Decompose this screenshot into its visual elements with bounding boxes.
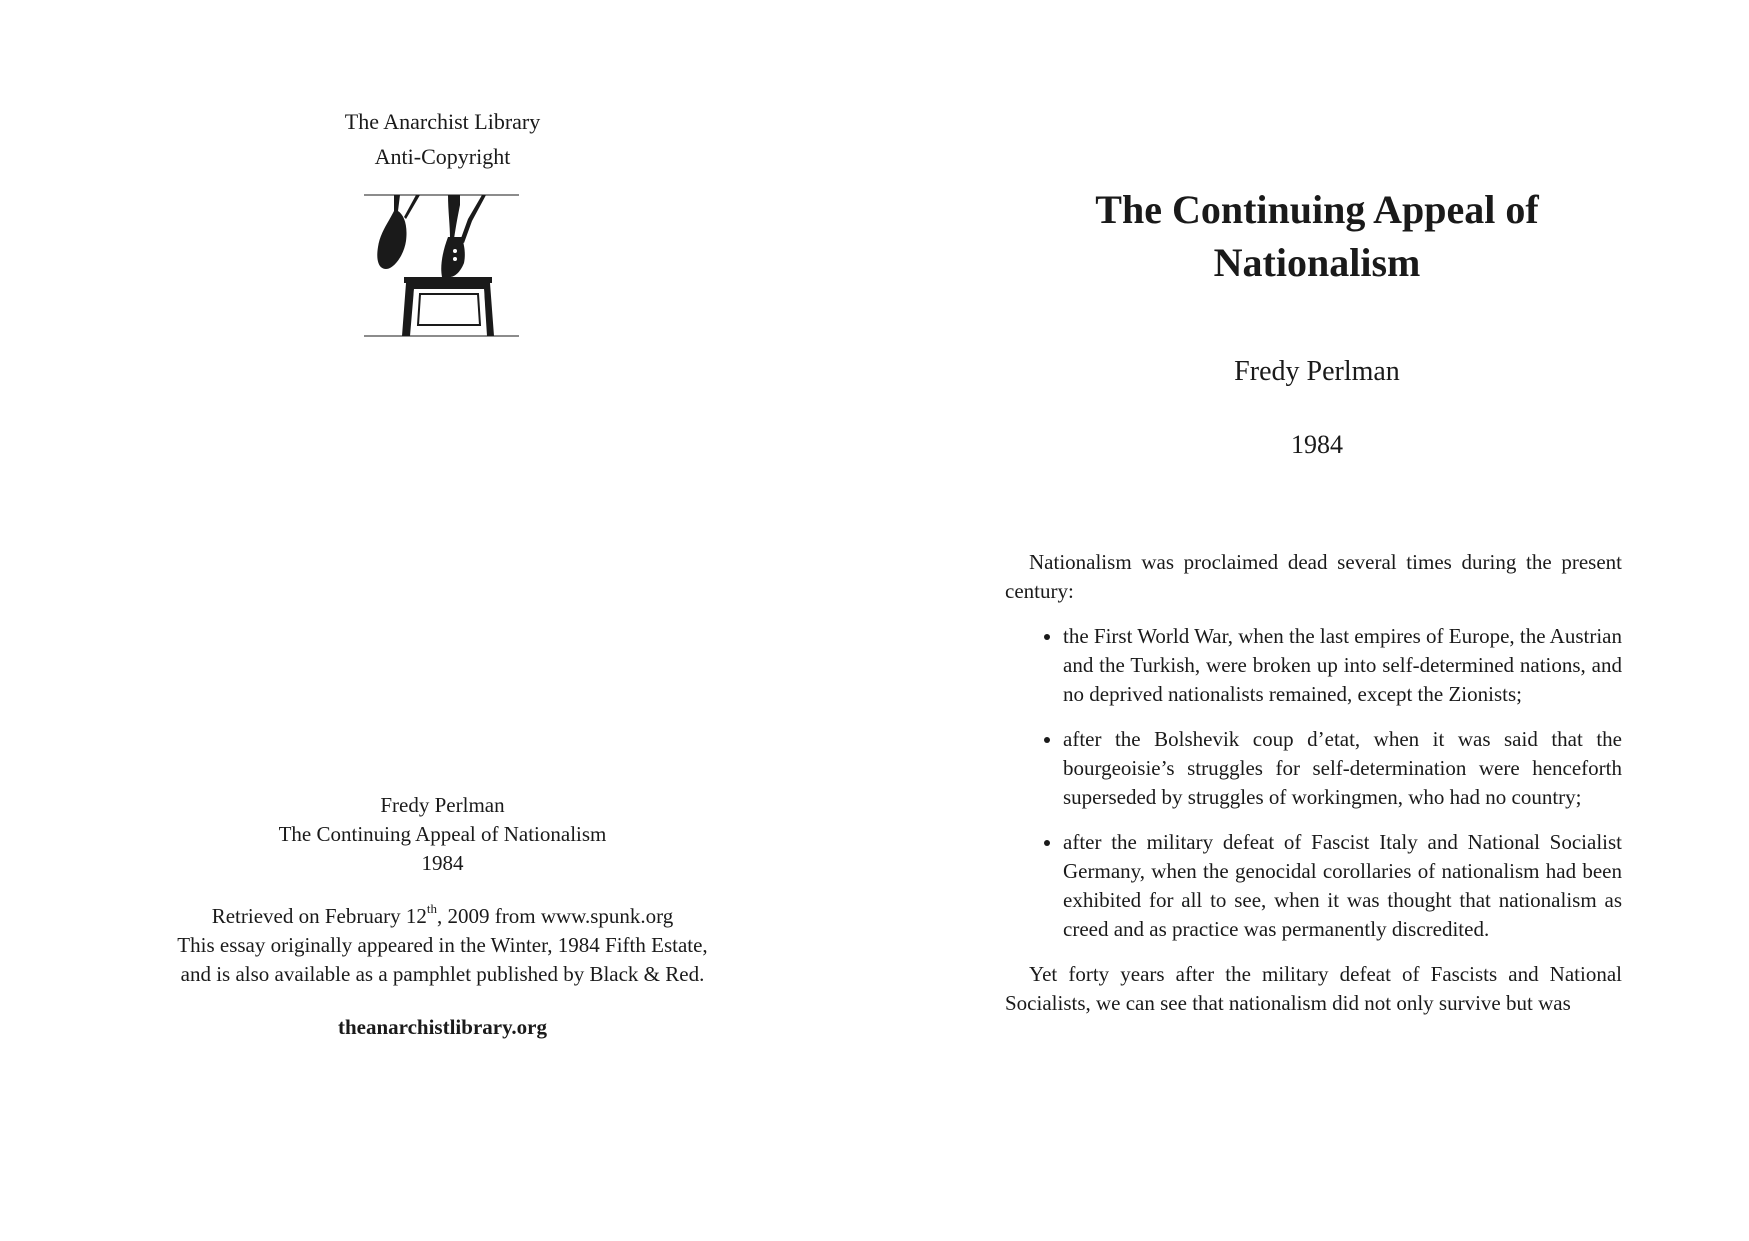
colophon <box>0 791 885 1042</box>
source-note-line2: and is also available as a pamphlet published by Black & Red. <box>180 962 705 986</box>
retrieved-sup: th <box>426 901 438 916</box>
essay-title: The Continuing Appeal of Nationalism <box>1095 187 1539 285</box>
list-item: • the First World War, when the last empires of Europe, the Austrian and the Turkish, were broken up into self-determined nations, and no deprived nationalists remained, except the Zionists; <box>1063 622 1622 709</box>
colophon-title: The Continuing Appeal of Nationalism <box>278 822 607 846</box>
bullet-list <box>1005 622 1622 944</box>
library-header <box>0 104 885 174</box>
list-item: • after the military defeat of Fascist Italy and National Socialist Germany, when the genocidal corollaries of nationalism had been exhibited for all to see, when it was thought that nationalism as creed and as practice was permanently discredited. <box>1063 828 1622 944</box>
essay-author: Fredy Perlman <box>1234 356 1400 387</box>
closing-paragraph: Yet forty years after the military defeat of Fascists and National Socialists, we can see that nationalism did not only survive but was <box>1005 962 1622 1015</box>
anti-copyright: Anti-Copyright <box>374 144 511 169</box>
intro-paragraph: Nationalism was proclaimed dead several times during the present century: <box>1005 550 1622 603</box>
essay-year: 1984 <box>1291 430 1343 459</box>
source-note-line1: This essay originally appeared in the Winter, 1984 Fifth Estate, <box>177 933 708 957</box>
anarchist-library-logo-icon <box>364 193 519 338</box>
library-site: theanarchistlibrary.org <box>337 1015 547 1039</box>
essay-body <box>1005 548 1622 1018</box>
list-item: • after the Bolshevik coup d’etat, when it was said that the bourgeoisie’s struggles for self-determination were henceforth superseded by struggles of workingmen, who had no country; <box>1063 725 1622 812</box>
colophon-author: Fredy Perlman <box>380 793 505 817</box>
library-name: The Anarchist Library <box>344 109 541 134</box>
retrieved-prefix: Retrieved on February 12 <box>211 904 427 928</box>
colophon-year: 1984 <box>421 851 464 875</box>
retrieved-suffix: , 2009 from www.spunk.org <box>437 904 674 928</box>
right-page <box>885 0 1749 1241</box>
retrieved-line <box>0 902 885 931</box>
